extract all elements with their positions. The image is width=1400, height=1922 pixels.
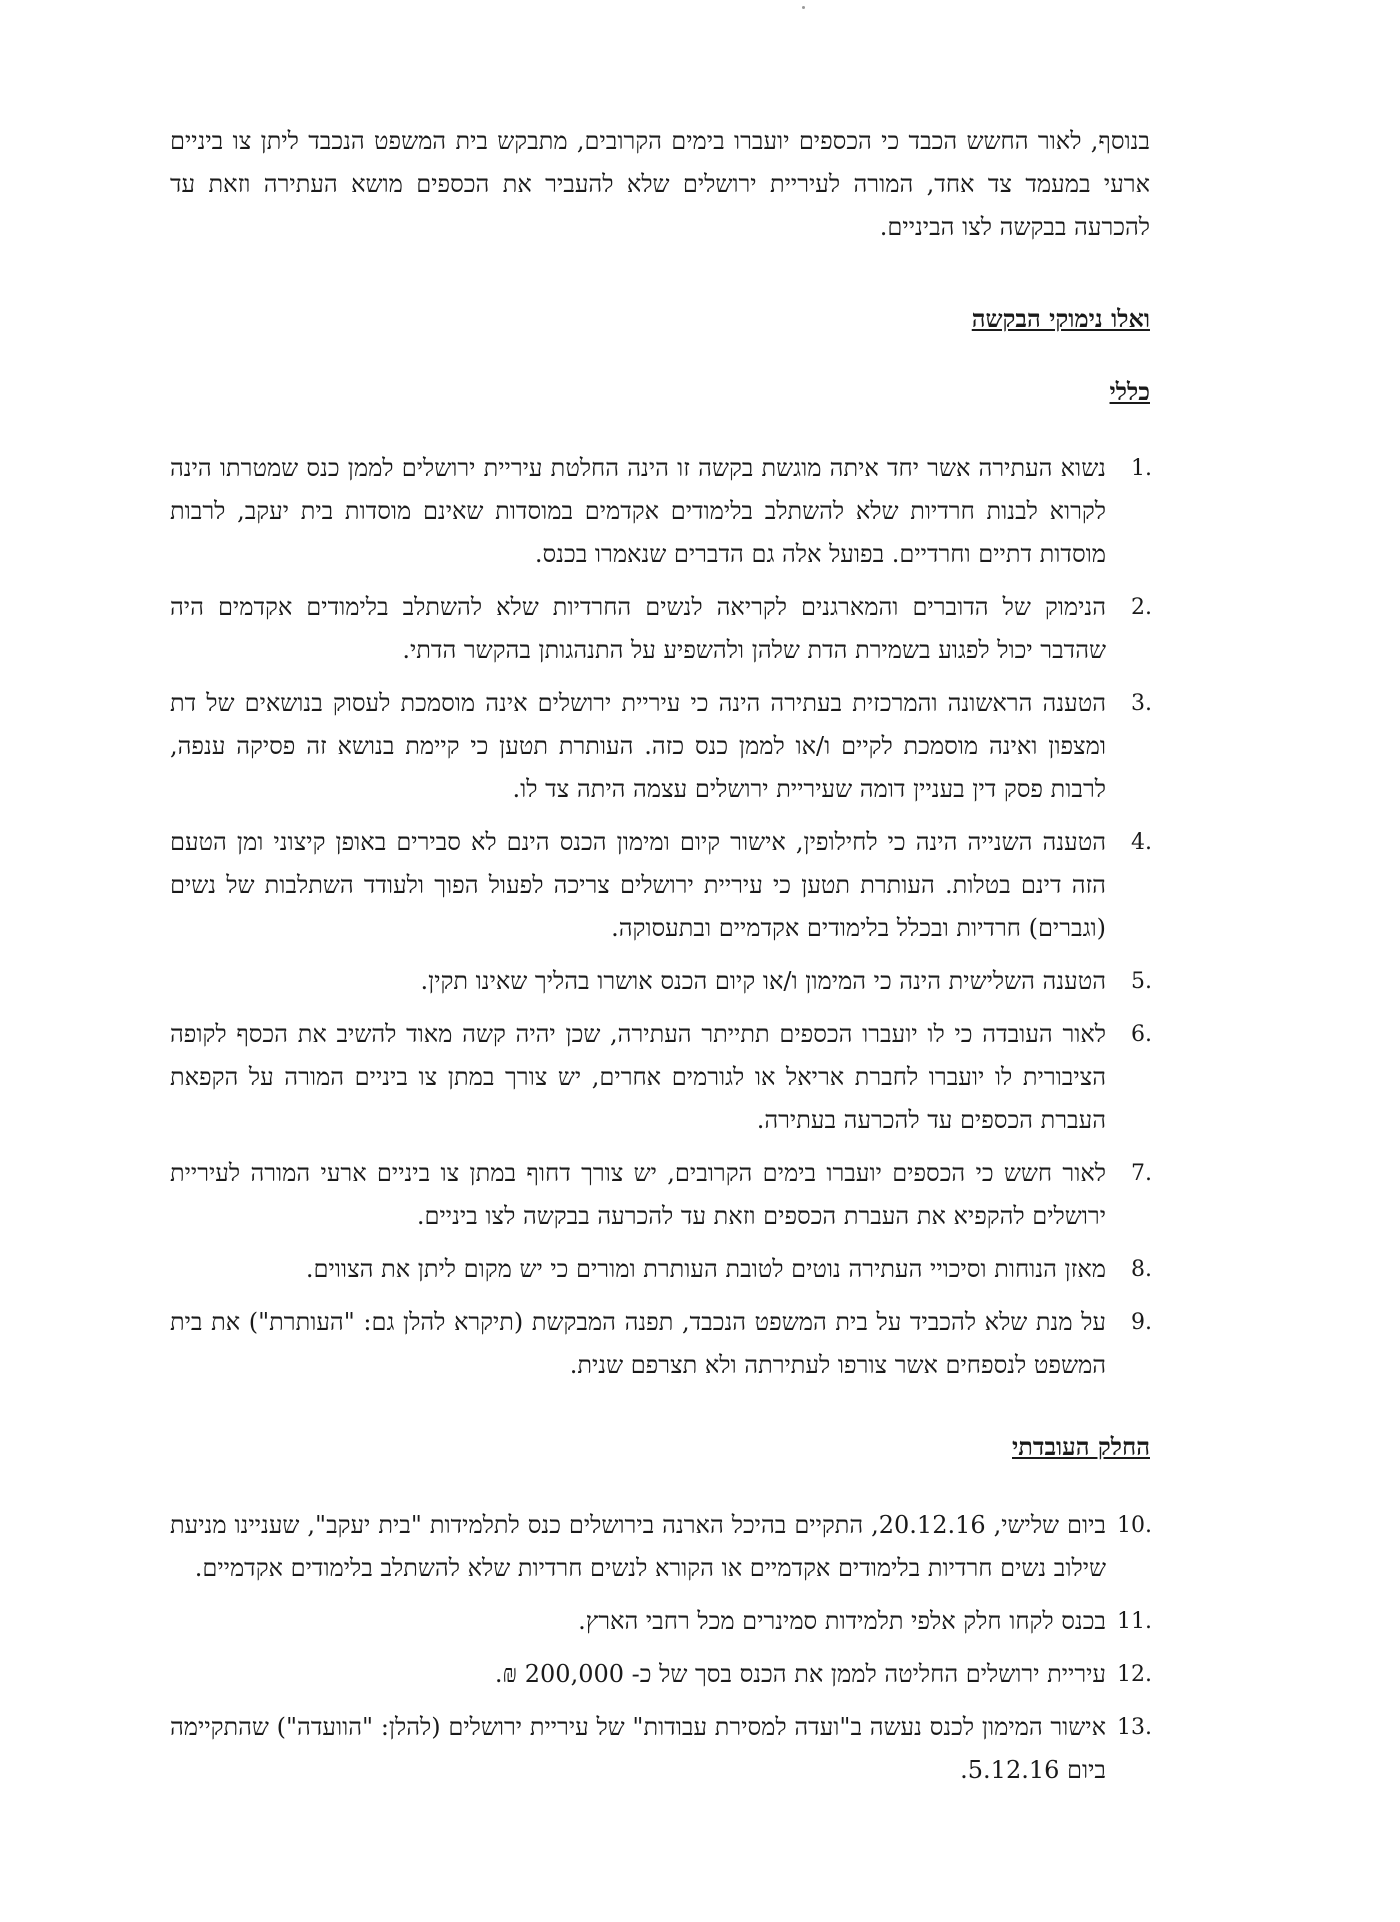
factual-list xyxy=(170,1504,1150,1792)
item-number: 13. xyxy=(1117,1715,1152,1740)
item-text: הטענה השלישית הינה כי המימון ו/או קיום הכנס אושרו בהליך שאינו תקין. xyxy=(420,967,1106,995)
heading-factual: החלק העובדתי xyxy=(1012,1432,1150,1461)
item-number: 9. xyxy=(1131,1310,1152,1335)
item-number: 8. xyxy=(1131,1257,1152,1282)
item-text: בכנס לקחו חלק אלפי תלמידות סמינרים מכל רחבי הארץ. xyxy=(578,1607,1106,1635)
list-item xyxy=(170,1152,1150,1238)
item-text: הטענה השנייה הינה כי לחילופין, אישור קיום ומימון הכנס הינם לא סבירים באופן קיצוני ומן הטעם הזה דינם בטלות. העותרת תטען כי עיריית ירושלים צריכה לפעול הפוך ולעודד השתלבות של נשים (וגברים) חרדיות ובכלל בלימודים אקדמיים ובתעסוקה. xyxy=(170,828,1107,942)
item-text: לאור חשש כי הכספים יועברו בימים הקרובים, יש צורך דחוף במתן צו ביניים ארעי המורה לעיריית ירושלים להקפיא את העברת הכספים וזאת עד להכרעה בבקשה לצו ביניים. xyxy=(170,1159,1106,1230)
list-item xyxy=(170,1653,1150,1696)
list-item xyxy=(170,1706,1150,1792)
list-item xyxy=(170,1504,1150,1590)
item-text: הטענה הראשונה והמרכזית בעתירה הינה כי עיריית ירושלים אינה מוסמכת לעסוק בנושאים של דת ומצפון ואינה מוסמכת לקיים ו/או לממן כנס כזה. העותרת תטען כי קיימת בנושא זה פסיקה ענפה, לרבות פסק דין בעניין דומה שעיריית ירושלים עצמה היתה צד לו. xyxy=(170,689,1106,803)
item-text: עיריית ירושלים החליטה לממן את הכנס בסך של כ- 200,000 ₪. xyxy=(494,1660,1106,1688)
item-number: 5. xyxy=(1131,969,1152,994)
item-number: 12. xyxy=(1117,1662,1152,1687)
item-number: 3. xyxy=(1131,691,1152,716)
intro-paragraph: בנוסף, לאור החשש הכבד כי הכספים יועברו בימים הקרובים, מתבקש בית המשפט הנכבד ליתן צו ביניים ארעי במעמד צד אחד, המורה לעיריית ירושלים שלא להעביר את הכספים מושא העתירה וזאת עד להכרעה בבקשה לצו הביניים. xyxy=(170,127,1150,241)
general-list xyxy=(170,447,1150,1387)
list-item xyxy=(170,960,1150,1003)
item-text: מאזן הנוחות וסיכויי העתירה נוטים לטובת העותרת ומורים כי יש מקום ליתן את הצווים. xyxy=(305,1255,1106,1283)
item-text: הנימוק של הדוברים והמארגנים לקריאה לנשים החרדיות שלא להשתלב בלימודים אקדמים היה שהדבר יכול לפגוע בשמירת הדת שלהן ולהשפיע על התנהגותן בהקשר הדתי. xyxy=(170,593,1107,664)
list-item xyxy=(170,447,1150,576)
item-text: על מנת שלא להכביד על בית המשפט הנכבד, תפנה המבקשת (תיקרא להלן גם: "העותרת") את בית המשפט לנספחים אשר צורפו לעתירתה ולא תצרפם שנית. xyxy=(170,1308,1106,1379)
item-text: נשוא העתירה אשר יחד איתה מוגשת בקשה זו הינה החלטת עיריית ירושלים לממן כנס שמטרתו הינה לקרוא לבנות חרדיות שלא להשתלב בלימודים אקדמים במוסדות שאינם מוסדות בית יעקב, לרבות מוסדות דתיים וחרדיים. בפועל אלה גם הדברים שנאמרו בכנס. xyxy=(170,454,1106,568)
list-item xyxy=(170,821,1150,950)
item-number: 7. xyxy=(1131,1161,1152,1186)
item-number: 6. xyxy=(1131,1022,1152,1047)
list-item xyxy=(170,1248,1150,1291)
scan-speck xyxy=(802,6,805,9)
heading-general: כללי xyxy=(1109,377,1150,406)
list-item xyxy=(170,1013,1150,1142)
list-item xyxy=(170,682,1150,811)
item-number: 11. xyxy=(1117,1609,1152,1634)
list-item xyxy=(170,586,1150,672)
item-number: 4. xyxy=(1131,830,1152,855)
list-item xyxy=(170,1301,1150,1387)
heading-reasons: ואלו נימוקי הבקשה xyxy=(971,304,1150,333)
item-text: לאור העובדה כי לו יועברו הכספים תתייתר העתירה, שכן יהיה קשה מאוד להשיב את הכסף לקופה הציבורית לו יועברו לחברת אריאל או לגורמים אחרים, יש צורך במתן צו ביניים המורה על הקפאת העברת הכספים עד להכרעה בעתירה. xyxy=(170,1020,1106,1134)
item-number: 2. xyxy=(1131,595,1152,620)
item-text: ביום שלישי, 20.12.16, התקיים בהיכל הארנה בירושלים כנס לתלמידות "בית יעקב", שעניינו מניעת שילוב נשים חרדיות בלימודים אקדמיים או הקורא לנשים חרדיות שלא להשתלב בלימודים אקדמיים. xyxy=(170,1511,1106,1582)
list-item xyxy=(170,1600,1150,1643)
item-number: 10. xyxy=(1117,1513,1152,1538)
item-text: אישור המימון לכנס נעשה ב"ועדה למסירת עבודות" של עיריית ירושלים (להלן: "הוועדה") שהתקיימה ביום 5.12.16. xyxy=(170,1713,1106,1784)
item-number: 1. xyxy=(1131,456,1152,481)
